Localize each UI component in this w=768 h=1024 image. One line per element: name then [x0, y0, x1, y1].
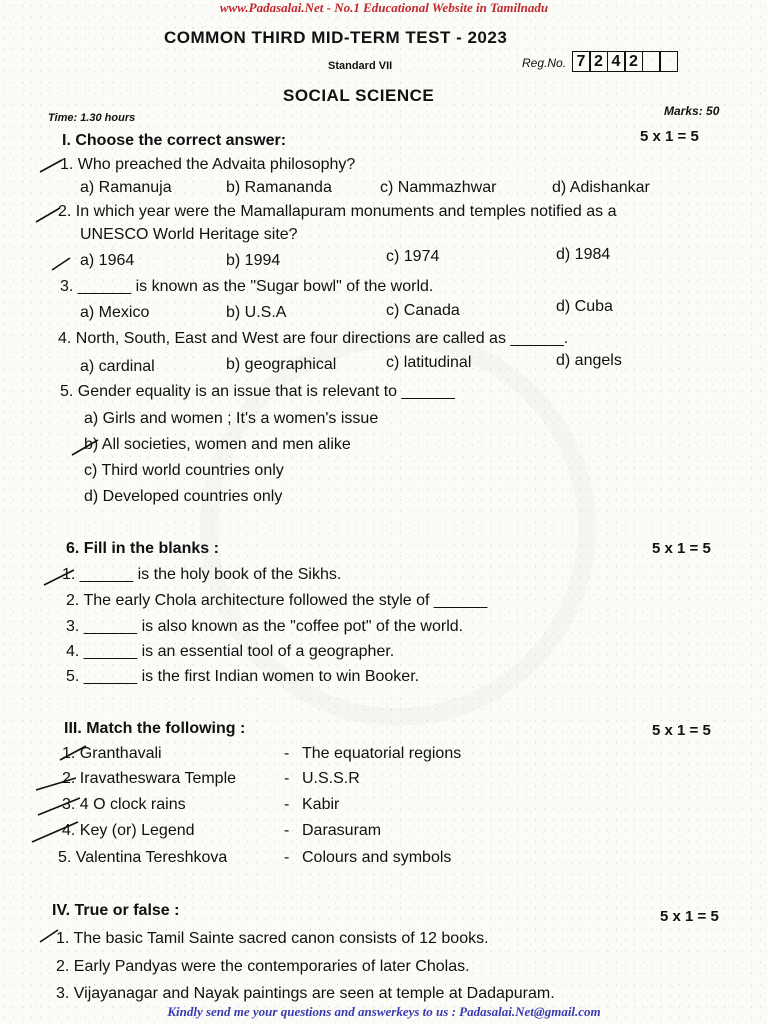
q4-option-a: a) cardinal [80, 358, 155, 375]
match-dash: - [284, 822, 290, 839]
q1-option-c: c) Nammazhwar [380, 179, 497, 196]
q2-option-a: a) 1964 [80, 252, 135, 269]
match-left-5: 5. Valentina Tereshkova [58, 849, 228, 866]
section-1-heading: I. Choose the correct answer: [62, 132, 287, 149]
q1-option-d: d) Adishankar [552, 179, 650, 196]
marks-label: Marks: 50 [664, 104, 720, 118]
section-4-marks: 5 x 1 = 5 [660, 908, 719, 925]
blank-item-2: 2. The early Chola architecture followed the style of ______ [66, 592, 488, 609]
blank-item-3: 3. ______ is also known as the "coffee pot" of the world. [66, 618, 464, 635]
q4-option-b: b) geographical [226, 356, 337, 373]
q3-option-d: d) Cuba [556, 298, 613, 315]
reg-digit: 2 [589, 51, 608, 72]
q5-option-b: b) All societies, women and men alike [84, 436, 351, 453]
match-right-1: The equatorial regions [302, 745, 462, 762]
match-right-2: U.S.S.R [302, 770, 360, 787]
question-2-line-2: UNESCO World Heritage site? [80, 226, 298, 243]
reg-digit: 7 [572, 51, 591, 72]
match-left-3: 3. 4 O clock rains [62, 796, 186, 813]
match-left-4: 4. Key (or) Legend [62, 822, 195, 839]
true-false-1: 1. The basic Tamil Sainte sacred canon consists of 12 books. [56, 930, 489, 947]
bottom-email-banner: Kindly send me your questions and answerkeys to us : Padasalai.Net@gmail.com [167, 1004, 601, 1019]
q4-option-c: c) latitudinal [386, 354, 472, 371]
question-3: 3. ______ is known as the "Sugar bowl" of the world. [60, 278, 434, 295]
section-4-heading: IV. True or false : [52, 902, 180, 919]
match-right-5: Colours and symbols [302, 849, 452, 866]
section-3-heading: III. Match the following : [64, 720, 246, 737]
match-left-2: 2. Iravatheswara Temple [62, 770, 237, 787]
q4-option-d: d) angels [556, 352, 622, 369]
section-2-heading: 6. Fill in the blanks : [66, 540, 219, 557]
q1-option-a: a) Ramanuja [80, 179, 172, 196]
q3-option-a: a) Mexico [80, 304, 150, 321]
blank-item-4: 4. ______ is an essential tool of a geographer. [66, 643, 395, 660]
match-left-1: 1. Granthavali [62, 745, 162, 762]
q5-option-c: c) Third world countries only [84, 462, 284, 479]
q2-option-c: c) 1974 [386, 248, 440, 265]
q1-option-b: b) Ramananda [226, 179, 332, 196]
reg-no-label: Reg.No. [522, 56, 567, 70]
q5-option-a: a) Girls and women ; It's a women's issue [84, 410, 379, 427]
question-1: 1. Who preached the Advaita philosophy? [60, 156, 356, 173]
q5-option-d: d) Developed countries only [84, 488, 283, 505]
match-dash: - [284, 849, 290, 866]
true-false-2: 2. Early Pandyas were the contemporaries of later Cholas. [56, 958, 470, 975]
reg-digit: 2 [624, 51, 643, 72]
q2-option-d: d) 1984 [556, 246, 611, 263]
standard-label: Standard VII [328, 60, 393, 72]
section-3-marks: 5 x 1 = 5 [652, 722, 711, 739]
question-4: 4. North, South, East and West are four directions are called as ______. [58, 330, 569, 347]
q3-option-b: b) U.S.A [226, 304, 287, 321]
question-2-line-1: 2. In which year were the Mamallapuram monuments and temples notified as a [58, 203, 617, 220]
top-website-banner: www.Padasalai.Net - No.1 Educational Website in Tamilnadu [219, 0, 549, 15]
q2-option-b: b) 1994 [226, 252, 281, 269]
blank-item-1: 1. ______ is the holy book of the Sikhs. [62, 566, 342, 583]
question-5: 5. Gender equality is an issue that is relevant to ______ [60, 383, 455, 400]
match-right-3: Kabir [302, 796, 340, 813]
section-1-marks: 5 x 1 = 5 [640, 128, 699, 145]
match-dash: - [284, 770, 290, 787]
reg-digit: 4 [607, 51, 626, 72]
blank-item-5: 5. ______ is the first Indian women to win Booker. [66, 668, 420, 685]
match-dash: - [284, 796, 290, 813]
time-label: Time: 1.30 hours [48, 112, 136, 124]
q3-option-c: c) Canada [386, 302, 460, 319]
match-right-4: Darasuram [302, 822, 382, 839]
exam-title: COMMON THIRD MID-TERM TEST - 2023 [164, 28, 508, 47]
subject-title: SOCIAL SCIENCE [283, 86, 435, 105]
section-2-marks: 5 x 1 = 5 [652, 540, 711, 557]
true-false-3: 3. Vijayanagar and Nayak paintings are seen at temple at Dadapuram. [56, 985, 555, 1002]
match-dash: - [284, 745, 290, 762]
